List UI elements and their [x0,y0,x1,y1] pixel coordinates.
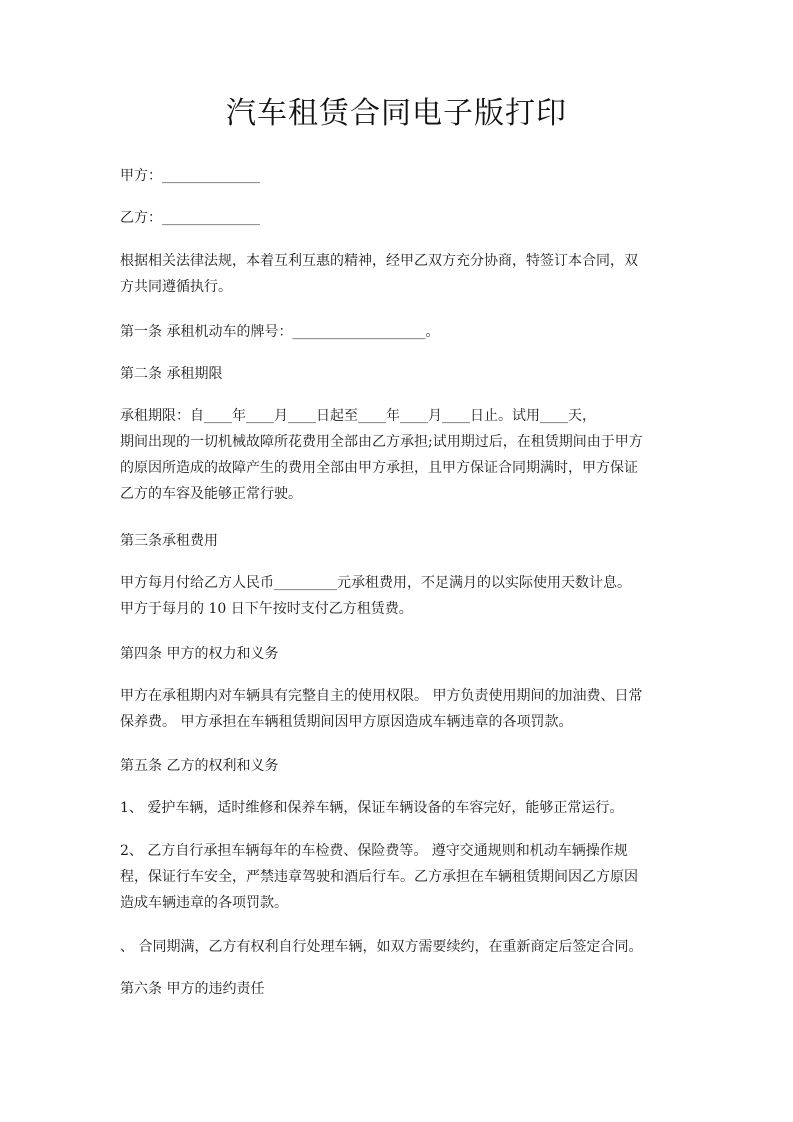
article2-paragraph [120,403,676,507]
article5-heading: 第五条 乙方的权利和义务 [120,758,279,774]
article5-item3: 、 合同期满，乙方有权利自行处理车辆，如双方需要续约，在重新商定后签定合同。 [120,939,643,955]
document-title: 汽车租赁合同电子版打印 [226,96,567,131]
article3-line: 甲方于每月的 10 日下午按时支付乙方租赁费。 [120,601,413,617]
party-a-line: 甲方：______________ [120,168,260,184]
article4-line: 甲方在承租期内对车辆具有完整自主的使用权限。 甲方负责使用期间的加油费、日常 [120,688,643,704]
article4-heading: 第四条 甲方的权力和义务 [120,646,279,662]
article3-paragraph [120,570,676,622]
article2-line: 乙方的车容及能够正常行驶。 [120,486,302,502]
article2-heading: 第二条 承租期限 [120,366,223,382]
party-b-line: 乙方：______________ [120,210,260,226]
article2-line: 承租期限：自____年____月____日起至____年____月____日止。试用____天， [120,408,596,424]
article3-line: 甲方每月付给乙方人民币_________元承租费用，不足满月的以实际使用天数计息。 [120,575,631,591]
intro-line: 方共同遵循执行。 [120,279,232,295]
article5-item2-line: 2、 乙方自行承担车辆每年的车检费、保险费等。 遵守交通规则和机动车辆操作规 [120,843,628,859]
intro-paragraph [120,248,676,300]
article5-item2-paragraph [120,838,676,916]
article6-heading: 第六条 甲方的违约责任 [120,981,265,997]
article5-item2-line: 造成车辆违章的各项罚款。 [120,895,288,911]
article3-heading: 第三条承租费用 [120,533,218,549]
article4-line: 保养费。 甲方承担在车辆租赁期间因甲方原因造成车辆违章的各项罚款。 [120,714,573,730]
article1-line: 第一条 承租机动车的牌号：___________________。 [120,324,440,340]
article5-item2-line: 程，保证行车安全，严禁违章驾驶和酒后行车。乙方承担在车辆租赁期间因乙方原因 [120,869,638,885]
article2-line: 的原因所造成的故障产生的费用全部由甲方承担，且甲方保证合同期满时，甲方保证 [120,460,638,476]
article5-item1: 1、 爱护车辆，适时维修和保养车辆，保证车辆设备的车容完好，能够正常运行。 [120,800,624,816]
article2-line: 期间出现的一切机械故障所花费用全部由乙方承担;试用期过后，在租赁期间由于甲方 [120,434,643,450]
intro-line: 根据相关法律法规，本着互利互惠的精神，经甲乙双方充分协商，特签订本合同，双 [120,253,638,269]
article4-paragraph [120,683,676,735]
